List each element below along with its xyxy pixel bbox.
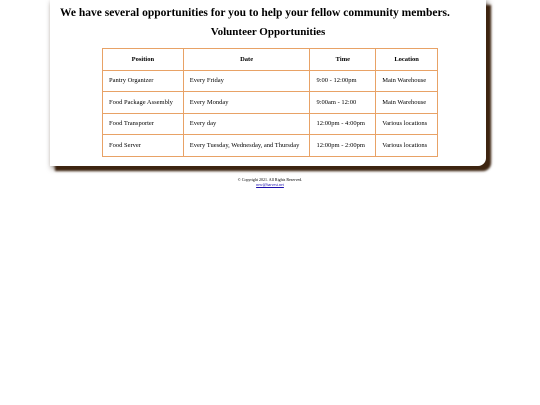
content-card [50,0,486,166]
table-row [103,113,438,135]
cell-position: Food Server [103,135,184,157]
cell-time: 9:00am - 12:00 [310,92,376,114]
cell-location: Main Warehouse [376,92,438,114]
cell-location: Various locations [376,113,438,135]
cell-time: 12:00pm - 2:00pm [310,135,376,157]
cell-time: 9:00 - 12:00pm [310,70,376,92]
cell-date: Every Friday [183,70,310,92]
table-row [103,70,438,92]
cell-position: Food Package Assembly [103,92,184,114]
column-header-location: Location [376,49,438,71]
cell-location: Various locations [376,135,438,157]
column-header-time: Time [310,49,376,71]
table-header-row [103,49,438,71]
cell-date: Every day [183,113,310,135]
table-row [103,92,438,114]
volunteer-table [102,48,438,157]
email-link[interactable]: new@harvest.net [256,182,284,187]
section-title: Volunteer Opportunities [210,26,326,38]
column-header-position: Position [103,49,184,71]
cell-location: Main Warehouse [376,70,438,92]
cell-position: Pantry Organizer [103,70,184,92]
cell-position: Food Transporter [103,113,184,135]
intro-heading: We have several opportunities for you to help your fellow community members. [60,7,450,19]
cell-time: 12:00pm - 4:00pm [310,113,376,135]
page-footer [0,177,540,187]
cell-date: Every Monday [183,92,310,114]
cell-date: Every Tuesday, Wednesday, and Thursday [183,135,310,157]
column-header-date: Date [183,49,310,71]
table-row [103,135,438,157]
copyright-text: © Copyright 2021. All Rights Reserved. [237,177,303,182]
